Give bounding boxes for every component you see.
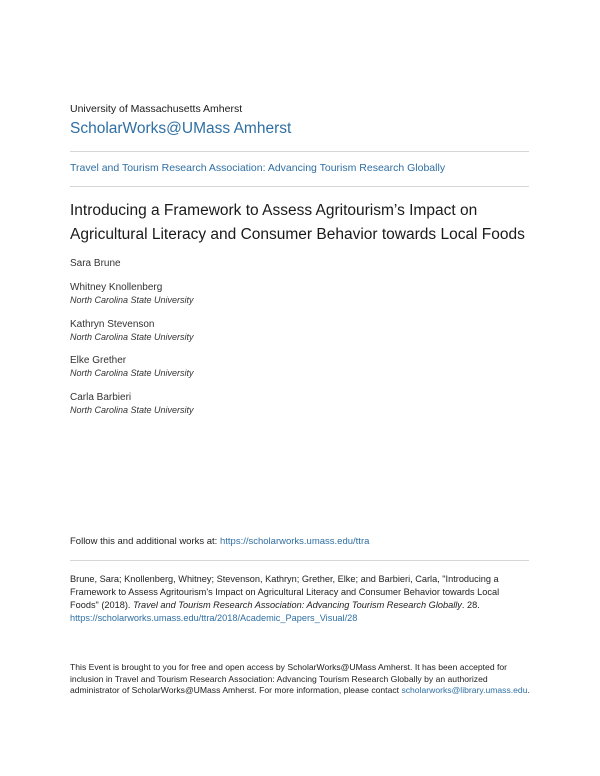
- author-affiliation: North Carolina State University: [70, 405, 194, 415]
- author-name: Whitney Knollenberg: [70, 282, 163, 293]
- institution-name: University of Massachusetts Amherst: [70, 103, 243, 115]
- collection-link[interactable]: https://scholarworks.umass.edu/ttra: [219, 536, 370, 547]
- divider-top: [70, 151, 529, 152]
- citation-journal: Travel and Tourism Research Association: Advancing Tourism Research Globally: [133, 600, 462, 610]
- divider-series: [70, 186, 529, 187]
- paper-title: Introducing a Framework to Assess Agritourism’s Impact on Agricultural Literacy and Consumer Behavior towards Local Foods: [70, 202, 525, 243]
- author-affiliation: North Carolina State University: [70, 295, 194, 305]
- author-name: Carla Barbieri: [70, 392, 132, 403]
- repository-link[interactable]: ScholarWorks@UMass Amherst: [70, 120, 292, 137]
- series-link[interactable]: Travel and Tourism Research Association: Advancing Tourism Research Globally: [70, 162, 446, 174]
- author-name: Kathryn Stevenson: [70, 319, 155, 330]
- author-affiliation: North Carolina State University: [70, 332, 194, 342]
- notice-text: This Event is brought to you for free and open access by ScholarWorks@UMass Amherst. It has been accepted for inclusion in Travel and Tourism Research Association: Advancing Tourism Research Globally by an authorized administrator of ScholarWorks@UMass Amherst. For more information, please contact: [70, 662, 508, 695]
- author-entry: [70, 391, 194, 416]
- author-name: Sara Brune: [70, 258, 121, 269]
- divider-citation: [70, 560, 529, 561]
- author-entry: [70, 281, 194, 306]
- recommended-citation: [70, 573, 530, 625]
- author-affiliation: North Carolina State University: [70, 368, 194, 378]
- author-name: Elke Grether: [70, 355, 127, 366]
- citation-suffix: . 28.: [461, 600, 480, 610]
- author-entry: [70, 354, 194, 379]
- follow-text: Follow this and additional works at:: [70, 536, 220, 547]
- access-notice: [70, 662, 535, 697]
- contact-email-link[interactable]: scholarworks@library.umass.edu: [401, 685, 528, 695]
- citation-text: Brune, Sara; Knollenberg, Whitney; Stevenson, Kathryn; Grether, Elke; and Barbieri, Carla, "Introducing a Framework to Assess Agritourism's Impact on Agricultural Literacy and Consumer Behavior towards Local Foods" (2018).: [70, 574, 500, 610]
- author-entry: [70, 257, 121, 270]
- notice-end: .: [527, 685, 530, 695]
- follow-line: [70, 536, 369, 547]
- author-entry: [70, 318, 194, 343]
- citation-link[interactable]: https://scholarworks.umass.edu/ttra/2018/Academic_Papers_Visual/28: [70, 613, 358, 623]
